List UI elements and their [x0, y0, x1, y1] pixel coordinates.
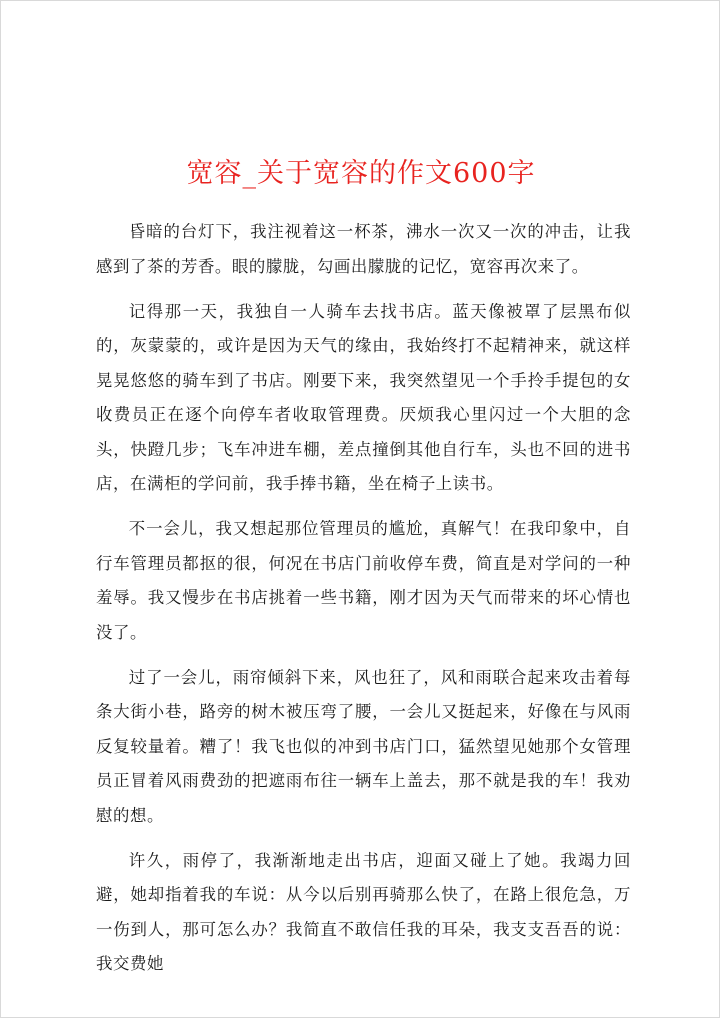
paragraph-1: 昏暗的台灯下，我注视着这一杯茶，沸水一次又一次的冲击，让我感到了茶的芳香。眼的朦胧，勾画出朦胧的记忆，宽容再次来了。 — [96, 222, 631, 276]
paragraph-3: 不一会儿，我又想起那位管理员的尴尬，真解气！在我印象中，自行车管理员都抠的很，何况在书店门前收停车费，简直是对学问的一种羞辱。我又慢步在书店挑着一些书籍，刚才因为天气而带来的坏心情也没了。 — [96, 519, 631, 642]
document-title: 宽容_关于宽容的作文600字 — [186, 158, 536, 189]
paragraph-2: 记得那一天，我独自一人骑车去找书店。蓝天像被罩了层黑布似的，灰蒙蒙的，或许是因为天气的缘由，我始终打不起精神来，就这样晃晃悠悠的骑车到了书店。刚要下来，我突然望见一个手拎手提包的女收费员正在逐个向停车者收取管理费。厌烦我心里闪过一个大胆的念头，快蹬几步；飞车冲进车棚，差点撞倒其他自行车，头也不回的进书店，在满柜的学问前，我手捧书籍，坐在椅子上读书。 — [96, 301, 631, 493]
paragraph-5: 许久，雨停了，我渐渐地走出书店，迎面又碰上了她。我竭力回避，她却指着我的车说：从今以后别再骑那么快了，在路上很危急，万一伤到人，那可怎么办？我简直不敢信任我的耳朵，我支支吾吾的说：我交费她 — [96, 850, 631, 973]
paragraph-4: 过了一会儿，雨帘倾斜下来，风也狂了，风和雨联合起来攻击着每条大街小巷，路旁的树木被压弯了腰，一会儿又挺起来，好像在与风雨反复较量着。糟了！我飞也似的冲到书店门口，猛然望见她那个女管理员正冒着风雨费劲的把遮雨布往一辆车上盖去，那不就是我的车！我劝慰的想。 — [96, 667, 631, 825]
document-body — [96, 215, 631, 992]
